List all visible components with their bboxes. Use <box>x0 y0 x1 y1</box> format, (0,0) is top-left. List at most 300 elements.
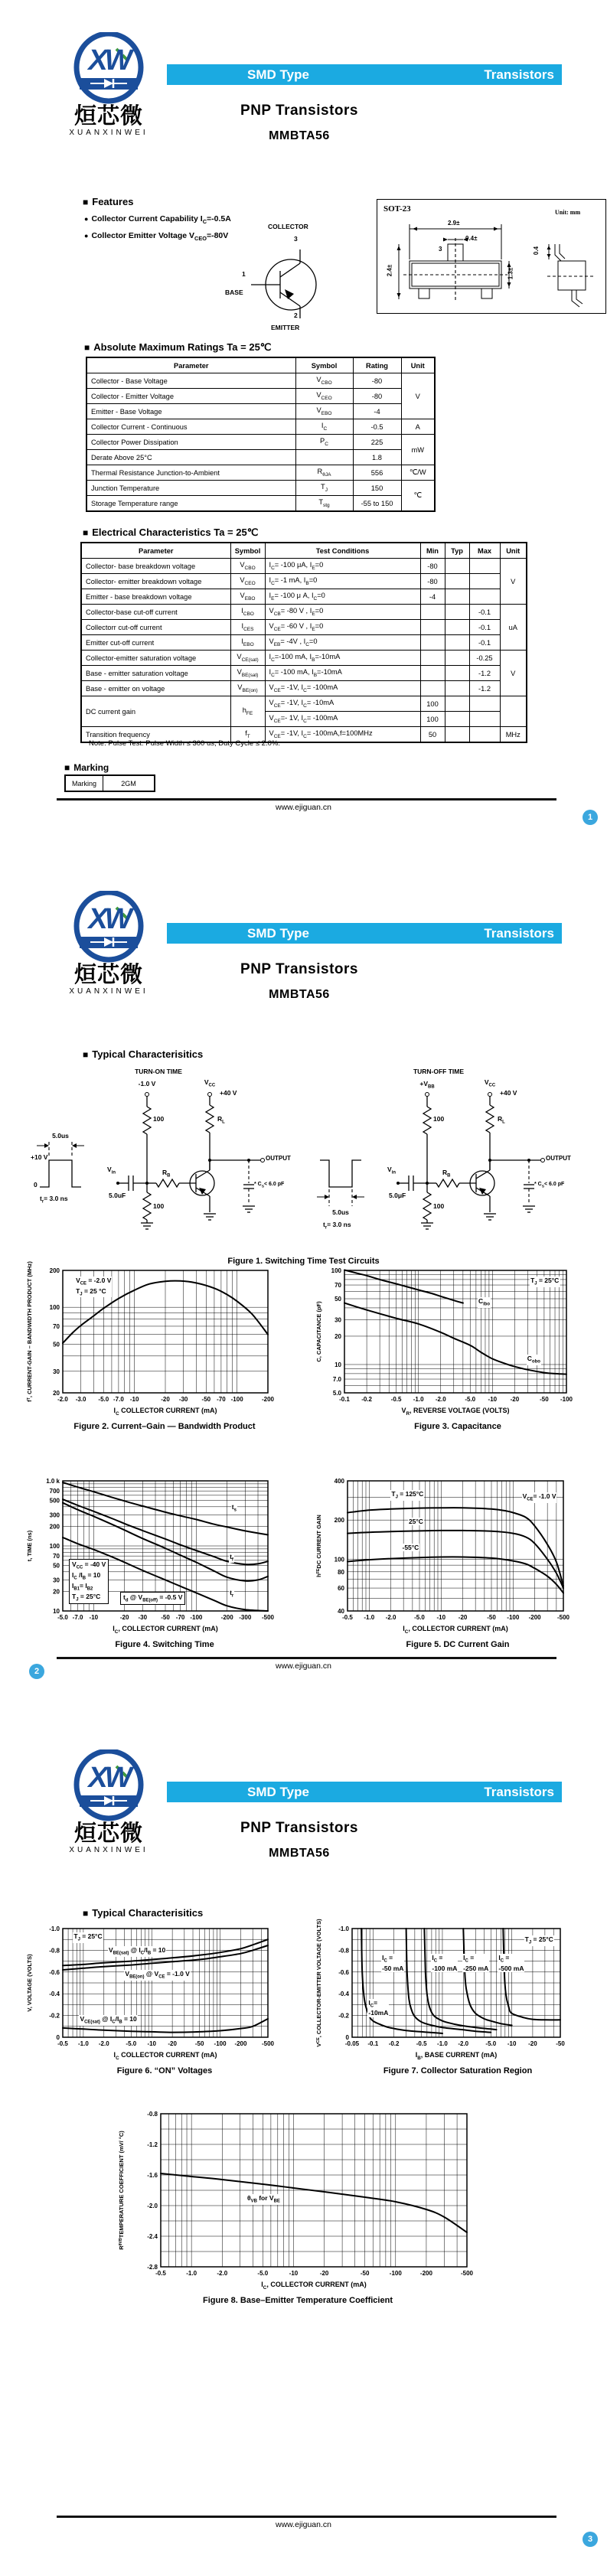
svg-text:20: 20 <box>335 1332 341 1340</box>
package-unit: Unit: mm <box>555 209 581 216</box>
svg-text:-0.6: -0.6 <box>338 1968 349 1976</box>
chart-annotation: $C_{ibo}$ <box>478 1297 491 1307</box>
table-cell <box>445 681 469 696</box>
table-row <box>81 651 527 666</box>
base-resistor-label: $R_B$ <box>442 1169 451 1179</box>
page-number-badge: 3 <box>583 2532 598 2547</box>
logo-english-name: XUANXINWEI <box>69 129 148 138</box>
table-row <box>81 696 527 712</box>
chart-annotation: $I_C=$ -10mA <box>368 1998 389 2017</box>
logo-monogram: XW <box>88 903 129 935</box>
pin-number-2: 2 <box>294 311 298 319</box>
table-cell: -55 to 150 <box>353 496 401 512</box>
table-cell <box>445 651 469 666</box>
y-axis-label: C, CAPACITANCE (pF) <box>315 1301 322 1362</box>
chart-annotation: $V_{CE(sat)}$ @ $I_C/I_B = 10$ <box>80 2014 137 2025</box>
table-cell <box>469 574 500 589</box>
resistor-label: 100 <box>153 1202 165 1210</box>
table-cell: $I_C=-100$ mA, $I_B=-10mA$ <box>265 651 420 666</box>
table-cell: -0.25 <box>469 651 500 666</box>
table-cell: 225 <box>353 435 401 450</box>
output-label: OUTPUT <box>546 1155 571 1162</box>
table-cell: -80 <box>420 559 445 574</box>
package-outline-icon <box>377 200 604 311</box>
svg-text:100: 100 <box>334 1556 344 1564</box>
rail-voltage-label: $+V_{BB}$ <box>419 1080 435 1090</box>
svg-text:-2.0: -2.0 <box>57 1396 68 1403</box>
section-bullet: ■ <box>64 762 70 773</box>
svg-text:-5.0: -5.0 <box>98 1396 109 1403</box>
bullet-icon: ● <box>84 232 89 240</box>
table-cell: $V_{CB}= -80$ V , $I_E=0$ <box>265 605 420 620</box>
table-cell <box>469 712 500 727</box>
svg-text:10: 10 <box>53 1608 60 1615</box>
pulse-high-label: +10 V <box>31 1153 48 1161</box>
svg-text:-7.0: -7.0 <box>113 1396 124 1403</box>
typical-characteristics-heading: ■ Typical Characterisitics <box>83 1048 204 1060</box>
svg-text:-100: -100 <box>507 1614 520 1621</box>
svg-text:-100: -100 <box>214 2040 227 2047</box>
company-logo <box>61 1749 156 1854</box>
svg-text:-500: -500 <box>460 2270 474 2277</box>
table-cell: A <box>401 419 435 435</box>
chart-plot <box>23 1922 282 2049</box>
table-cell <box>420 666 445 681</box>
svg-text:5.0: 5.0 <box>332 1390 341 1397</box>
table-cell: $I_C$ <box>295 419 353 435</box>
table-cell: Thermal Resistance Junction-to-Ambient <box>86 465 295 481</box>
section-bullet: ■ <box>83 1049 89 1060</box>
svg-text:-0.5: -0.5 <box>390 1396 402 1403</box>
svg-text:-50: -50 <box>360 2270 370 2277</box>
svg-text:7.0: 7.0 <box>332 1376 341 1384</box>
svg-text:-0.8: -0.8 <box>49 1947 60 1955</box>
svg-text:-1.2: -1.2 <box>147 2141 158 2148</box>
svg-text:-2.4: -2.4 <box>147 2233 158 2240</box>
svg-text:-7.0: -7.0 <box>72 1614 83 1621</box>
chart-annotation: $I_C$ = -500 mA <box>498 1954 524 1973</box>
table-cell: $V_{CE}= -1V$, $I_C= -10mA$ <box>265 696 420 712</box>
svg-text:-200: -200 <box>261 1396 275 1403</box>
pulse-test-note: Note. Pulse Test: Pulse Width ≤ 300 us, Duty Cycle ≤ 2.0%. <box>89 739 280 748</box>
features-list <box>84 208 231 242</box>
figure8-chart <box>115 2108 498 2330</box>
chart-annotation: $I_C$ = -250 mA <box>463 1954 489 1973</box>
svg-text:-20: -20 <box>119 1614 129 1621</box>
svg-text:-2.0: -2.0 <box>435 1396 446 1403</box>
svg-text:-500: -500 <box>556 1614 570 1621</box>
table-cell: $V_{CBO}$ <box>295 373 353 389</box>
table-cell: uA <box>500 605 527 651</box>
elec-char-heading: ■ Electrical Characteristics Ta = 25℃ <box>83 527 259 538</box>
svg-text:-1.0: -1.0 <box>338 1925 349 1932</box>
svg-text:-20: -20 <box>319 2270 329 2277</box>
table-cell: ℃/W <box>401 465 435 481</box>
pulse-low-label: 0 <box>34 1181 38 1189</box>
svg-text:-5.0: -5.0 <box>57 1614 68 1621</box>
svg-text:-10: -10 <box>436 1614 446 1621</box>
figure-caption: Figure 7. Collector Saturation Region <box>383 2066 533 2075</box>
svg-text:-300: -300 <box>239 1614 252 1621</box>
table-cell: $I_C= -100$ mA, $I_B=-10mA$ <box>265 666 420 681</box>
svg-text:-200: -200 <box>220 1614 233 1621</box>
y-axis-label: t, TIME (ns) <box>25 1530 33 1562</box>
table-cell: -4 <box>353 404 401 419</box>
column-header: Parameter <box>81 543 230 559</box>
logo-english-name: XUANXINWEI <box>69 987 148 996</box>
svg-text:-20: -20 <box>510 1396 520 1403</box>
banner-right-label: Transistors <box>484 67 554 82</box>
y-axis-label: V CE , COLLECTOR-EMITTER VOLTAGE (VOLTS) <box>315 1919 322 2047</box>
table-row <box>86 496 435 512</box>
datasheet-page-2 <box>0 859 607 1717</box>
column-header: Min <box>420 543 445 559</box>
footer-divider <box>57 798 556 801</box>
dim-body-height: 2.4± <box>386 264 393 277</box>
table-cell: -4 <box>420 589 445 605</box>
svg-text:-200: -200 <box>528 1614 541 1621</box>
svg-text:-2.8: -2.8 <box>147 2264 158 2271</box>
figure-caption: Figure 2. Current–Gain — Bandwidth Product <box>73 1422 256 1431</box>
bullet-icon: ● <box>84 215 89 223</box>
svg-text:50: 50 <box>53 1341 60 1348</box>
table-cell: V <box>401 373 435 419</box>
x-axis-label: $I_C$ COLLECTOR CURRENT (mA) <box>113 1407 217 1417</box>
svg-text:-1.0: -1.0 <box>437 2040 448 2047</box>
table-cell: -1.2 <box>469 666 500 681</box>
svg-text:-100: -100 <box>230 1396 243 1403</box>
table-cell: DC current gain <box>81 696 230 727</box>
table-cell: -80 <box>353 373 401 389</box>
load-resistor-label: $R_L$ <box>498 1115 505 1125</box>
svg-text:-10: -10 <box>89 1614 99 1621</box>
table-cell: Collector Current - Continuous <box>86 419 295 435</box>
svg-text:100: 100 <box>49 1304 60 1312</box>
svg-text:-0.2: -0.2 <box>338 2012 349 2020</box>
svg-text:-50: -50 <box>194 2040 204 2047</box>
svg-text:30: 30 <box>53 1577 60 1584</box>
series-thetaVB <box>161 2173 467 2232</box>
banner-left-label: SMD Type <box>247 925 309 941</box>
table-cell: $V_{CE}=-$ 1V, $I_C= -100mA$ <box>265 712 420 727</box>
svg-text:70: 70 <box>53 1322 60 1330</box>
svg-text:-0.4: -0.4 <box>49 1991 60 1998</box>
svg-text:50: 50 <box>53 1562 60 1570</box>
banner-right-label: Transistors <box>484 925 554 941</box>
table-cell <box>445 712 469 727</box>
x-axis-label: $V_R$, REVERSE VOLTAGE (VOLTS) <box>401 1407 510 1417</box>
vin-label: $V_{in}$ <box>107 1166 116 1176</box>
column-header: Rating <box>353 357 401 373</box>
table-cell: Collector- emitter breakdown voltage <box>81 574 230 589</box>
circuit-title: TURN-ON TIME <box>135 1068 182 1075</box>
svg-text:-5.0: -5.0 <box>126 2040 137 2047</box>
doc-title: PNP Transistors <box>240 103 358 119</box>
chart-plot <box>23 1261 282 1405</box>
series-125C <box>348 1508 563 1586</box>
table-row <box>81 589 527 605</box>
table-cell: 1.8 <box>353 450 401 465</box>
footer-url: www.ejiguan.cn <box>276 803 331 812</box>
table-cell <box>420 651 445 666</box>
table-cell: Base - emitter saturation voltage <box>81 666 230 681</box>
table-cell: $I_{CBO}$ <box>230 605 265 620</box>
pin-number-1: 1 <box>242 270 246 278</box>
part-number: MMBTA56 <box>269 1847 330 1860</box>
figure1-caption: Figure 1. Switching Time Test Circuits <box>227 1257 380 1266</box>
svg-text:-50: -50 <box>540 1396 549 1403</box>
svg-text:-1.6: -1.6 <box>147 2172 158 2179</box>
rise-time-label: $t_r= 3.0$ ns <box>323 1221 351 1231</box>
table-cell: -0.1 <box>469 620 500 635</box>
table-cell: 100 <box>420 696 445 712</box>
pin-number-3: 3 <box>294 235 298 243</box>
table-cell: $V_{BE(on)}$ <box>230 681 265 696</box>
svg-text:200: 200 <box>49 1267 60 1274</box>
table-cell: Junction Temperature <box>86 481 295 496</box>
svg-text:-50: -50 <box>556 2040 565 2047</box>
table-cell: Emitter - Base Voltage <box>86 404 295 419</box>
chart-annotation: $t_s$ <box>231 1503 237 1513</box>
table-cell <box>500 696 527 727</box>
chart-annotation: $T_J = 125^\circ C$ <box>391 1490 424 1500</box>
table-cell <box>445 574 469 589</box>
footer-divider <box>57 1657 556 1659</box>
part-number: MMBTA56 <box>269 988 330 1001</box>
chart-annotation: $t_d$ @ $V_{BE(off)} = -0.5$ V <box>120 1592 185 1606</box>
svg-text:-2.0: -2.0 <box>385 1614 397 1621</box>
feature-item: ● Collector Emitter Voltage $V_{CEO}=-80V$ <box>84 231 229 243</box>
series-ic100 <box>424 1929 496 2030</box>
svg-text:100: 100 <box>331 1267 341 1274</box>
marking-label-cell: Marking <box>65 775 103 791</box>
resistor-label: 100 <box>433 1202 445 1210</box>
svg-text:100: 100 <box>49 1543 60 1550</box>
table-row <box>86 465 435 481</box>
header-banner <box>167 1782 562 1802</box>
svg-text:-200: -200 <box>419 2270 432 2277</box>
chart-annotation: $V_{CE}= -1.0$ V <box>522 1492 556 1503</box>
table-cell: Emitter - base breakdown voltage <box>81 589 230 605</box>
table-row <box>81 559 527 574</box>
figure4-chart <box>23 1475 306 1666</box>
typical-characteristics-heading: ■ Typical Characterisitics <box>83 1907 204 1919</box>
table-cell: $T_{stg}$ <box>295 496 353 512</box>
svg-text:-10: -10 <box>507 2040 517 2047</box>
table-cell <box>445 727 469 743</box>
svg-text:30: 30 <box>53 1368 60 1375</box>
header-row <box>81 543 527 559</box>
svg-text:-500: -500 <box>261 1614 275 1621</box>
series-ic10 <box>361 1929 442 2033</box>
svg-text:1.0 k: 1.0 k <box>46 1478 60 1485</box>
package-drawing <box>377 199 606 314</box>
banner-left-label: SMD Type <box>247 1784 309 1799</box>
table-cell <box>469 559 500 574</box>
table-cell <box>420 605 445 620</box>
marking-table <box>64 774 155 792</box>
table-cell: -0.1 <box>469 635 500 651</box>
figure-caption: Figure 8. Base–Emitter Temperature Coefficient <box>203 2296 393 2305</box>
table-cell: V <box>500 651 527 696</box>
chart-plot <box>115 2108 481 2279</box>
svg-text:-0.5: -0.5 <box>155 2270 166 2277</box>
table-cell: $V_{CEO}$ <box>295 389 353 404</box>
svg-text:-0.5: -0.5 <box>416 2040 427 2047</box>
svg-text:-0.05: -0.05 <box>344 2040 360 2047</box>
table-row <box>81 666 527 681</box>
svg-text:-0.8: -0.8 <box>338 1947 349 1955</box>
section-bullet: ■ <box>83 527 89 538</box>
table-cell: $V_{CE}= -1V$, $I_C= -100mA$ <box>265 681 420 696</box>
svg-text:10: 10 <box>335 1361 341 1368</box>
svg-text:-70: -70 <box>217 1396 226 1403</box>
svg-text:-2.0: -2.0 <box>458 2040 469 2047</box>
x-axis-label: $I_B$, BASE CURRENT (mA) <box>415 2051 498 2061</box>
banner-right-label: Transistors <box>484 1784 554 1799</box>
series-Cibo <box>344 1270 463 1303</box>
table-cell: -0.5 <box>353 419 401 435</box>
base-resistor-label: $R_B$ <box>162 1169 171 1179</box>
svg-text:300: 300 <box>49 1511 60 1519</box>
table-cell: 100 <box>420 712 445 727</box>
table-cell <box>469 696 500 712</box>
table-cell: 150 <box>353 481 401 496</box>
svg-text:-2.0: -2.0 <box>98 2040 109 2047</box>
svg-text:-100: -100 <box>389 2270 402 2277</box>
footer-divider <box>57 2516 556 2518</box>
header-banner <box>167 923 562 944</box>
table-cell <box>295 450 353 465</box>
svg-text:-0.6: -0.6 <box>49 1968 60 1976</box>
table-cell: ℃ <box>401 481 435 512</box>
table-cell <box>469 727 500 743</box>
svg-text:-3.0: -3.0 <box>75 1396 86 1403</box>
turn-off-test-circuit <box>312 1068 576 1256</box>
table-cell <box>445 620 469 635</box>
column-header: Unit <box>401 357 435 373</box>
vcc-label: $V_{CC}$ <box>204 1078 216 1088</box>
table-cell: $I_C= -1$ mA, $I_B=0$ <box>265 574 420 589</box>
chart-annotation: $t_r$ <box>230 1589 234 1599</box>
dim-lead: 0.4 <box>533 246 540 256</box>
svg-text:60: 60 <box>338 1585 344 1593</box>
table-cell: $V_{CE}= -1V$, $I_C= -100mA,f=100MHz$ <box>265 727 420 743</box>
table-cell: Storage Temperature range <box>86 496 295 512</box>
svg-text:0: 0 <box>345 2034 349 2041</box>
table-cell: $V_{CE}= -60$ V , $I_E=0$ <box>265 620 420 635</box>
svg-text:-0.5: -0.5 <box>342 1614 353 1621</box>
rise-time-label: $t_r= 3.0$ ns <box>40 1195 68 1205</box>
column-header: Symbol <box>230 543 265 559</box>
table-cell: $f_T$ <box>230 727 265 743</box>
table-cell: Base - emitter on voltage <box>81 681 230 696</box>
svg-text:-10: -10 <box>289 2270 299 2277</box>
table-cell: Derate Above 25°C <box>86 450 295 465</box>
table-cell: 556 <box>353 465 401 481</box>
svg-text:-1.0: -1.0 <box>77 2040 89 2047</box>
dim-body-inner: 1.3± <box>507 267 514 280</box>
datasheet-page-1 <box>0 0 607 859</box>
chart-annotation: 25°C <box>408 1517 423 1525</box>
table-row <box>81 574 527 589</box>
vcc-label: $V_{CC}$ <box>484 1078 496 1088</box>
table-row <box>86 435 435 450</box>
svg-text:-100: -100 <box>190 1614 203 1621</box>
table-row <box>81 620 527 635</box>
svg-text:-5.0: -5.0 <box>257 2270 269 2277</box>
circuit-title: TURN-OFF TIME <box>413 1068 465 1075</box>
table-cell <box>445 589 469 605</box>
svg-text:70: 70 <box>335 1282 341 1290</box>
svg-text:-0.1: -0.1 <box>367 2040 379 2047</box>
svg-text:-50: -50 <box>487 1614 496 1621</box>
table-row <box>81 635 527 651</box>
table-cell: Collector- base breakdown voltage <box>81 559 230 574</box>
logo-chinese-name: 烜芯微 <box>73 963 143 987</box>
table-row <box>81 605 527 620</box>
abs-max-table <box>86 357 436 512</box>
figure3-chart <box>312 1264 603 1448</box>
figure5-chart <box>312 1475 603 1666</box>
table-cell: $T_J$ <box>295 481 353 496</box>
table-cell: $V_{EB}= -4V$ , $I_C=0$ <box>265 635 420 651</box>
table-cell: Emitter cut-off current <box>81 635 230 651</box>
company-logo <box>61 32 156 137</box>
abs-max-heading: ■ Absolute Maximum Ratings Ta = 25℃ <box>84 341 272 353</box>
part-number: MMBTA56 <box>269 129 330 142</box>
svg-text:-0.2: -0.2 <box>49 2012 60 2020</box>
svg-text:-20: -20 <box>161 1396 170 1403</box>
svg-text:-100: -100 <box>560 1396 573 1403</box>
dim-tab-width: 0.4± <box>465 235 478 242</box>
load-resistor-label: $R_L$ <box>217 1115 225 1125</box>
svg-text:-0.2: -0.2 <box>361 1396 372 1403</box>
table-row <box>65 775 155 791</box>
svg-text:-2.0: -2.0 <box>147 2203 158 2209</box>
package-name: SOT-23 <box>383 204 411 214</box>
svg-text:-1.0: -1.0 <box>49 1925 60 1932</box>
x-axis-label: $I_C$, COLLECTOR CURRENT (mA) <box>403 1625 508 1635</box>
y-axis-label: h FE DC CURRENT GAIN <box>315 1515 322 1577</box>
table-cell: -80 <box>420 574 445 589</box>
column-header: Symbol <box>295 357 353 373</box>
marking-code-cell: 2GM <box>103 775 155 791</box>
chart-annotation: -55°C <box>402 1543 419 1551</box>
features-heading: ■ Features <box>83 196 134 207</box>
column-header: Test Conditions <box>265 543 420 559</box>
table-cell <box>445 666 469 681</box>
svg-text:-1.0: -1.0 <box>413 1396 424 1403</box>
chart-annotation: $T_J = 25^\circ C$ <box>73 1932 103 1942</box>
chart-annotation: $\theta_{VB}$ for $V_{BE}$ <box>247 2194 280 2204</box>
section-bullet: ■ <box>83 1908 89 1919</box>
x-axis-label: $I_C$ COLLECTOR CURRENT (mA) <box>113 2051 217 2061</box>
svg-text:-30: -30 <box>178 1396 188 1403</box>
vcc-value-label: +40 V <box>220 1089 237 1097</box>
svg-text:-1.0: -1.0 <box>364 1614 375 1621</box>
chart-annotation: $V_{CC} = -40$ V $I_C$ $/I_B = 10$ $I_{B1}= I_{B2}$ $T_J = 25^\circ C$ <box>69 1559 109 1604</box>
svg-text:-50: -50 <box>161 1614 170 1621</box>
table-cell: MHz <box>500 727 527 743</box>
table-cell: $R_{\theta JA}$ <box>295 465 353 481</box>
footer-url: www.ejiguan.cn <box>276 2520 331 2529</box>
table-row <box>81 681 527 696</box>
y-axis-label: f T , CURRENT-GAIN – BANDWIDTH PRODUCT (MHz) <box>25 1261 33 1402</box>
svg-text:-5.0: -5.0 <box>485 2040 497 2047</box>
svg-text:-30: -30 <box>138 1614 148 1621</box>
table-cell: $V_{EBO}$ <box>230 589 265 605</box>
